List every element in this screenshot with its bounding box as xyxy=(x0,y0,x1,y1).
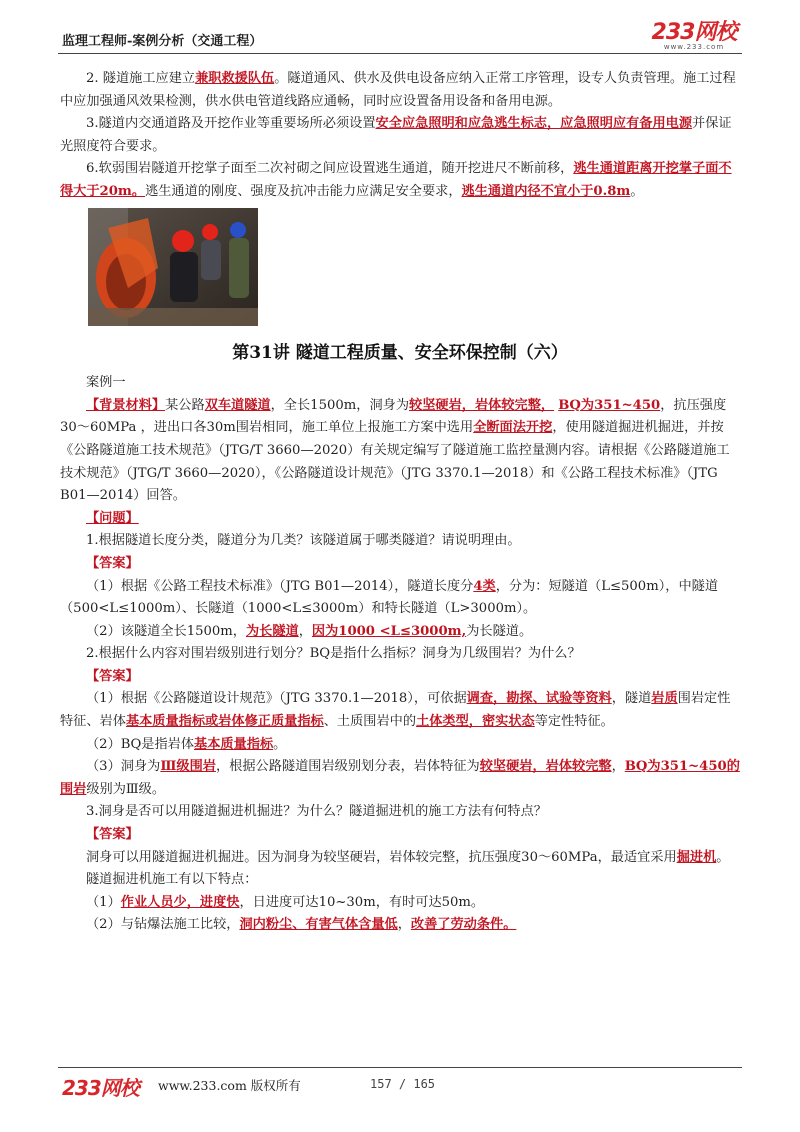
answer-3-part-4: （2）与钻爆法施工比较，洞内粉尘、有害气体含量低，改善了劳动条件。 xyxy=(86,917,517,933)
footer-logo: 233网校 xyxy=(62,1076,139,1100)
question-heading: 【问题】 xyxy=(86,510,139,526)
page-number: 157 / 165 xyxy=(370,1077,436,1091)
question-3: 3.洞身是否可以用隧道掘进机掘进？为什么？隧道掘进机的施工方法有何特点？ xyxy=(86,804,547,820)
lecture-title: 第31讲 隧道工程质量、安全环保控制（六） xyxy=(232,342,568,363)
answer-heading-2: 【答案】 xyxy=(86,668,139,684)
brand-logo-text: 233网校 xyxy=(651,20,737,45)
answer-1-part-1: （1）根据《公路工程技术标准》（JTG B01—2014），隧道长度分4类，分为：短隧道（L≤500m），中隧道（500<L≤1000m）、长隧道（1000<L≤3000m）和特长隧道（L>3000m）。 xyxy=(60,578,719,617)
answer-3-part-3: （1）作业人员少，进度快，日进度可达10~30m，有时可达50m。 xyxy=(86,894,485,910)
tunnel-rescue-photo xyxy=(88,208,258,326)
photo-illustration xyxy=(88,208,258,326)
answer-heading-1: 【答案】 xyxy=(86,555,139,571)
header-title: 监理工程师-案例分析（交通工程） xyxy=(62,34,263,49)
page-content xyxy=(60,68,740,937)
background-material: 【背景材料】某公路双车道隧道，全长1500m，洞身为较坚硬岩，岩体较完整， BQ为351~450，抗压强度30～60MPa ，进出口各30m围岩相同，施工单位上报施工方案中选用全断面法开挖，使用隧道掘进机掘进，并按《公路隧道施工技术规范》（JTG/T 3660—2020）有关规定编写了隧道施工监控量测内容。请根据《公路隧道施工技术规范》（JTG/T 3660—2020），《公路隧道设计规范》（JTG 3370.1—2018）和《公路工程技术标准》（JTG B01—2014）回答。 xyxy=(60,397,730,504)
paragraph-6: 6.软弱围岩隧道开挖掌子面至二次衬砌之间应设置逃生通道，随开挖进尺不断前移，逃生通道距离开挖掌子面不得大于20m。逃生通道的刚度、强度及抗冲击能力应满足安全要求，逃生通道内径不宜小于0.8m。 xyxy=(60,161,732,199)
footer-copyright: www.233.com 版权所有 xyxy=(158,1078,301,1093)
brand-logo-url: www.233.com xyxy=(663,43,725,51)
answer-3-part-1: 洞身可以用隧道掘进机掘进。因为洞身为较坚硬岩，岩体较完整，抗压强度30～60MPa，最适宜采用掘进机。 xyxy=(86,849,730,865)
paragraph-2: 2. 隧道施工应建立兼职救援队伍。隧道通风、供水及供电设备应纳入正常工序管理，设专人负责管理。施工过程中应加强通风效果检测，供水供电管道线路应通畅，同时应设置备用设备和备用电源。 xyxy=(60,71,736,109)
paragraph-3: 3.隧道内交通道路及开挖作业等重要场所必须设置安全应急照明和应急逃生标志，应急照明应有备用电源并保证光照度符合要求。 xyxy=(60,116,732,154)
answer-heading-3: 【答案】 xyxy=(86,827,139,843)
brand-logo xyxy=(648,20,740,51)
header-divider xyxy=(58,53,742,54)
answer-2-part-3: （3）洞身为Ⅲ级围岩，根据公路隧道围岩级别划分表，岩体特征为较坚硬岩，岩体较完整，BQ为351~450的围岩级别为Ⅲ级。 xyxy=(60,759,740,797)
footer-divider xyxy=(58,1067,742,1068)
question-1: 1.根据隧道长度分类，隧道分为几类？该隧道属于哪类隧道？请说明理由。 xyxy=(86,533,521,549)
case-label: 案例一 xyxy=(86,375,126,391)
answer-2-part-2: （2）BQ是指岩体基本质量指标。 xyxy=(86,736,287,752)
question-2: 2.根据什么内容对围岩级别进行划分？BQ是指什么指标？洞身为几级围岩？为什么？ xyxy=(86,646,581,662)
answer-1-part-2: （2）该隧道全长1500m，为长隧道，因为1000 <L≤3000m,为长隧道。 xyxy=(86,623,533,639)
answer-2-part-1: （1）根据《公路隧道设计规范》（JTG 3370.1—2018），可依据调查，勘探、试验等资料，隧道岩质围岩定性特征、岩体基本质量指标或岩体修正质量指标、土质围岩中的土体类型，密实状态等定性特征。 xyxy=(60,691,731,730)
answer-3-part-2: 隧道掘进机施工有以下特点： xyxy=(86,872,258,888)
